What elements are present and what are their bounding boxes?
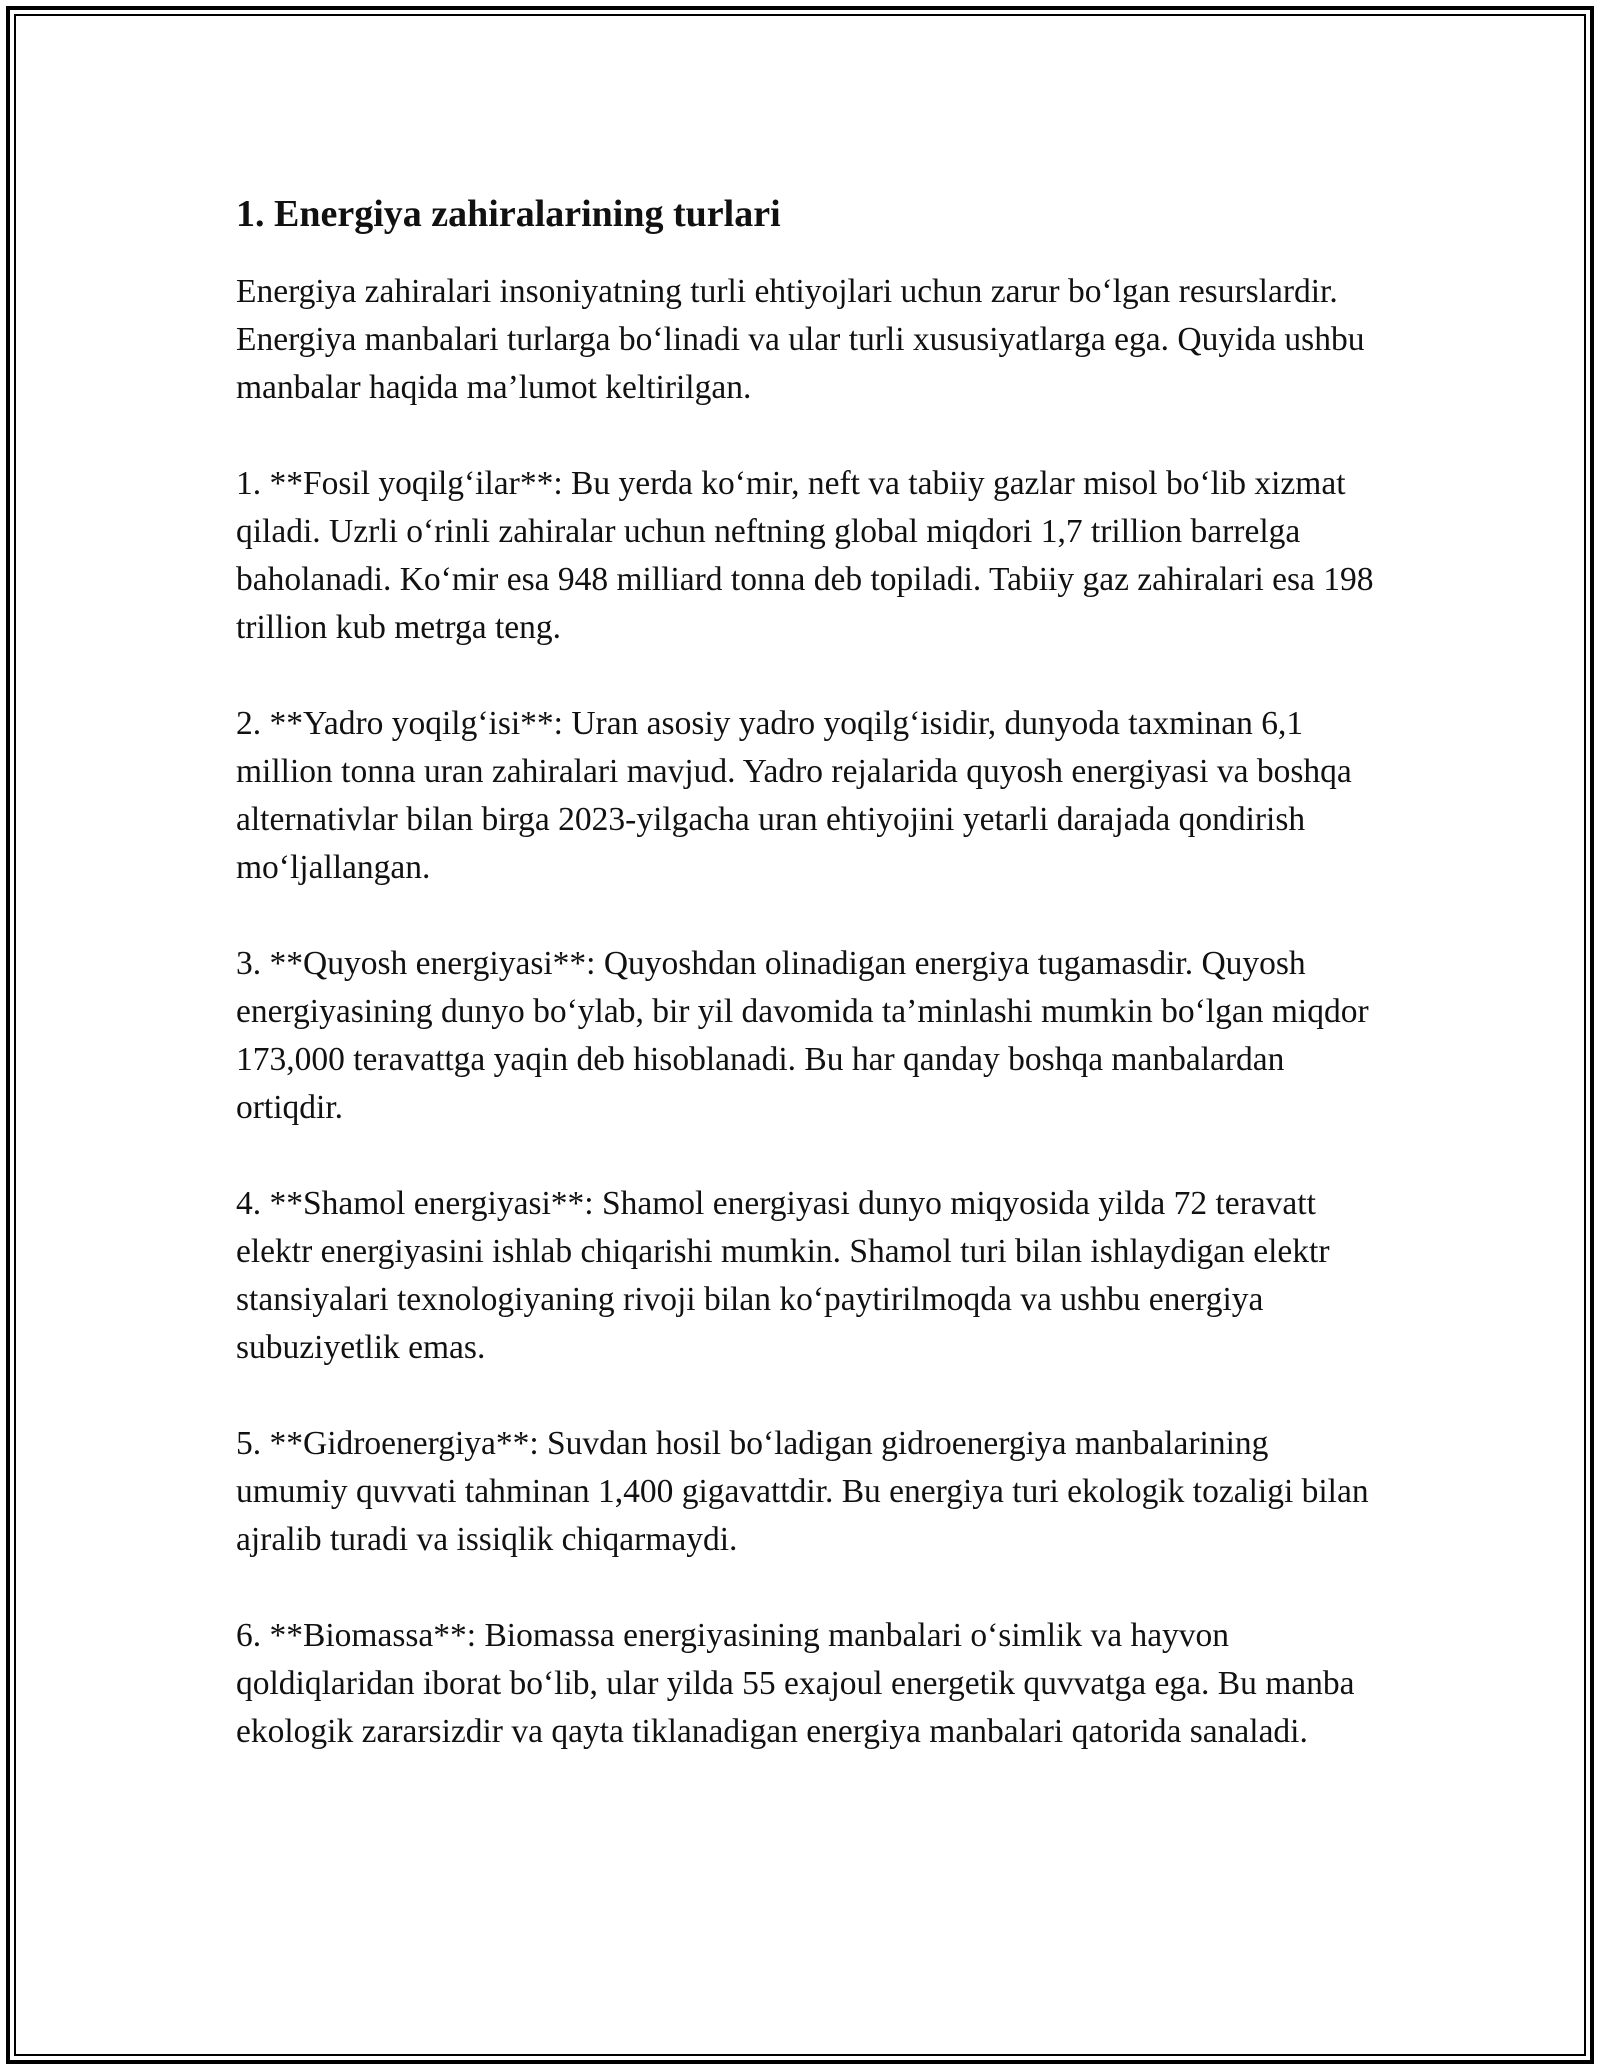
intro-paragraph: Energiya zahiralari insoniyatning turli ehtiyojlari uchun zarur bo‘lgan resurslardir. Energiya manbalari turlarga bo‘linadi va ular turli xususiyatlarga ega. Quyida ushbu manbalar haqida ma’lumot keltirilgan. [236, 273, 1365, 406]
section-heading: 1. Energiya zahiralarining turlari [236, 193, 781, 235]
list-item-solar-energy: 3. **Quyosh energiyasi**: Quyoshdan olinadigan energiya tugamasdir. Quyosh energiyasining dunyo bo‘ylab, bir yil davomida ta’minlashi mumkin bo‘lgan miqdor 173,000 teravattga yaqin deb hisoblanadi. Bu har qanday boshqa manbalardan ortiqdir. [236, 945, 1369, 1126]
list-item-fossil-fuels: 1. **Fosil yoqilg‘ilar**: Bu yerda ko‘mir, neft va tabiiy gazlar misol bo‘lib xizmat qiladi. Uzrli o‘rinli zahiralar uchun neftning global miqdori 1,7 trillion barrelga baholanadi. Ko‘mir esa 948 milliard tonna deb topiladi. Tabiiy gaz zahiralari esa 198 trillion kub metrga teng. [236, 465, 1374, 646]
list-item-biomass: 6. **Biomassa**: Biomassa energiyasining manbalari o‘simlik va hayvon qoldiqlaridan iborat bo‘lib, ular yilda 55 exajoul energetik quvvatga ega. Bu manba ekologik zararsizdir va qayta tiklanadigan energiya manbalari qatorida sanaladi. [236, 1617, 1355, 1750]
list-item-wind-energy: 4. **Shamol energiyasi**: Shamol energiyasi dunyo miqyosida yilda 72 teravatt elektr energiyasini ishlab chiqarishi mumkin. Shamol turi bilan ishlaydigan elektr stansiyalari texnologiyaning rivoji bilan ko‘paytirilmoqda va ushbu energiya subuziyetlik emas. [236, 1185, 1330, 1366]
list-item-nuclear-fuel: 2. **Yadro yoqilg‘isi**: Uran asosiy yadro yoqilg‘isidir, dunyoda taxminan 6,1 million tonna uran zahiralari mavjud. Yadro rejalarida quyosh energiyasi va boshqa alternativlar bilan birga 2023-yilgacha uran ehtiyojini yetarli darajada qondirish mo‘ljallangan. [236, 705, 1352, 886]
document-body [236, 188, 1386, 1804]
list-item-hydro-energy: 5. **Gidroenergiya**: Suvdan hosil bo‘ladigan gidroenergiya manbalarining umumiy quvvati tahminan 1,400 gigavattdir. Bu energiya turi ekologik tozaligi bilan ajralib turadi va issiqlik chiqarmaydi. [236, 1425, 1369, 1558]
